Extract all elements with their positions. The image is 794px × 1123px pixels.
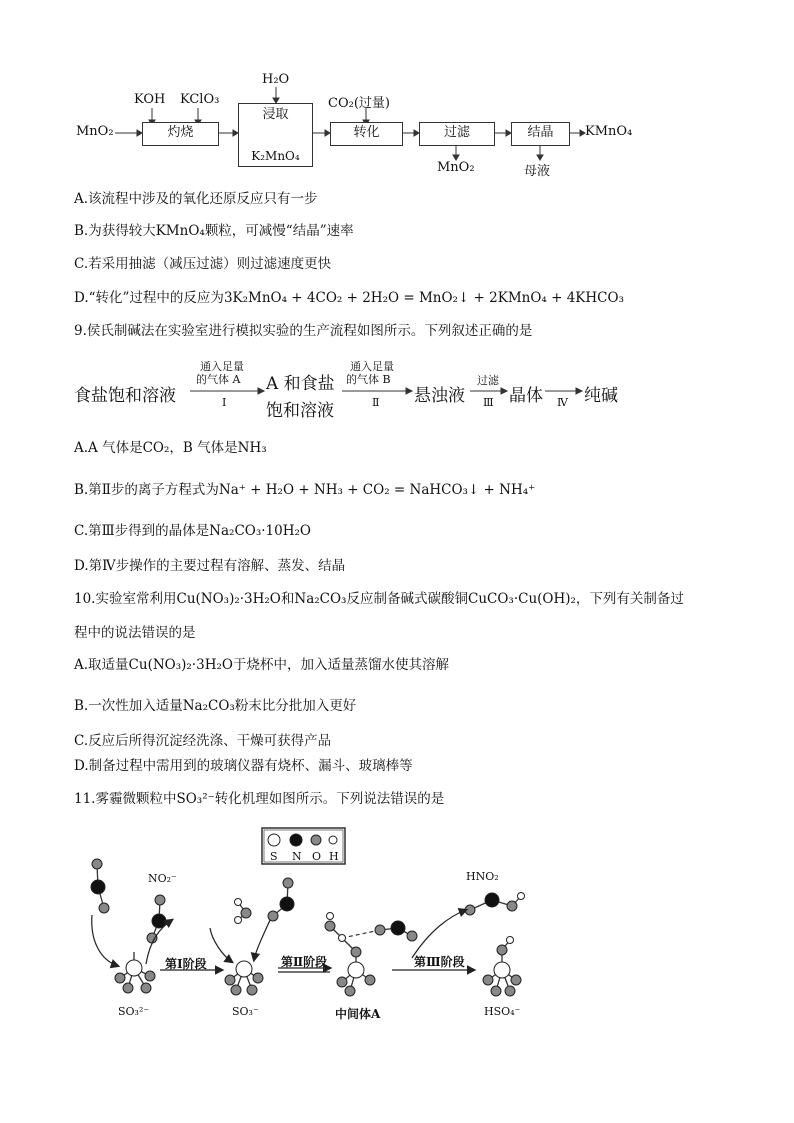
q10-b-formula: Na₂CO₃	[182, 698, 235, 714]
crystal-box: 结晶	[511, 122, 570, 146]
legend-h: H	[329, 850, 339, 863]
q10-stem-post: ，下列有关制备过	[575, 591, 684, 607]
k2mno4-label: K₂MnO₄	[251, 149, 300, 163]
q9-stem: 9.侯氏制碱法在实验室进行模拟实验的生产流程如图所示。下列叙述正确的是	[74, 323, 533, 339]
soda-r2: Ⅱ	[372, 396, 380, 409]
mno2-output: MnO₂	[437, 160, 475, 175]
soda-step-a1: A 和食盐	[266, 374, 335, 394]
label-so3-1: SO₃⁻	[232, 1005, 259, 1018]
q9-b-formula: Na⁺ + H₂O + NH₃ + CO₂ = NaHCO₃↓ + NH₄⁺	[218, 482, 536, 498]
leach-label: 浸取	[262, 107, 289, 122]
label-hno2: HNO₂	[466, 870, 499, 883]
q8-option-a: A.该流程中涉及的氧化还原反应只有一步	[74, 191, 318, 207]
q10-stem-and: 和	[280, 591, 295, 607]
soda-t1a: 通入足量	[200, 360, 244, 373]
q9-a-pre: A.A 气体是	[74, 440, 143, 456]
q10-a-pre: A.取适量	[74, 657, 129, 673]
q9-option-a	[74, 439, 267, 457]
legend-n: N	[292, 850, 302, 863]
q10-b-post: 粉末比分批加入更好	[234, 698, 357, 714]
q10-stem-f1: Cu(NO₃)₂·3H₂O	[176, 591, 281, 607]
label-stage3: 第Ⅲ阶段	[414, 955, 465, 969]
leach-box	[238, 103, 313, 167]
soda-step-suspension: 悬浊液	[414, 386, 465, 406]
co2-label: CO₂(过量)	[328, 96, 390, 111]
q11-stem-post: 转化机理如图所示。下列说法错误的是	[214, 791, 445, 807]
q10-stem-pre: 10.实验室常利用	[74, 591, 177, 607]
q9-option-b	[74, 481, 535, 499]
q11-stem-formula: SO₃²⁻	[176, 791, 215, 807]
soda-t1b: 的气体 A	[196, 373, 241, 386]
soda-r1: Ⅰ	[222, 396, 227, 409]
convert-box: 转化	[330, 122, 403, 146]
q9-option-d: D.第Ⅳ步操作的主要过程有溶解、蒸发、结晶	[74, 558, 346, 574]
q10-a-formula: Cu(NO₃)₂·3H₂O	[128, 657, 233, 673]
q11-stem-pre: 11.雾霾微颗粒中	[74, 791, 177, 807]
label-so3-2: SO₃²⁻	[118, 1005, 150, 1018]
mechanism-svg	[0, 820, 794, 1030]
q8-option-b	[74, 222, 354, 240]
q10-stem-f2: Na₂CO₃	[294, 591, 347, 607]
q9-a-f1: CO₂	[142, 440, 170, 456]
soda-t3: 过滤	[477, 374, 499, 387]
q9-b-pre: B.第Ⅱ步的离子方程式为	[74, 482, 219, 498]
soda-t2a: 通入足量	[350, 360, 394, 373]
q10-stem-2: 程中的说法错误的是	[74, 625, 196, 641]
soda-r3: Ⅲ	[483, 396, 494, 409]
q9-c-formula: Na₂CO₃·10H₂O	[209, 523, 311, 539]
q9-c-pre: C.第Ⅲ步得到的晶体是	[74, 523, 210, 539]
legend-s: S	[270, 850, 278, 863]
label-stage2: 第Ⅱ阶段	[281, 955, 328, 969]
q9-option-c	[74, 522, 311, 540]
koh-label: KOH	[134, 92, 166, 107]
q10-stem-mid: 反应制备碱式碳酸铜	[346, 591, 468, 607]
filter-box: 过滤	[419, 122, 495, 146]
q10-option-a	[74, 656, 449, 674]
q8-b-pre: B.为获得较大	[74, 223, 156, 239]
q10-option-d: D.制备过程中需用到的玻璃仪器有烧杯、漏斗、玻璃棒等	[74, 758, 413, 774]
kmno4-output: KMnO₄	[585, 124, 633, 139]
q10-stem-f3: CuCO₃·Cu(OH)₂	[467, 591, 576, 607]
q8-option-d	[74, 289, 624, 307]
q10-b-pre: B.一次性加入适量	[74, 698, 183, 714]
burn-box: 灼烧	[142, 122, 219, 146]
q9-a-mid: ，B 气体是	[169, 440, 238, 456]
label-stage1: 第Ⅰ阶段	[165, 957, 207, 971]
mno2-input: MnO₂	[76, 124, 114, 139]
label-intermediate: 中间体A	[335, 1007, 381, 1021]
q8-option-c: C.若采用抽滤（减压过滤）则过滤速度更快	[74, 256, 332, 272]
mother-liquor: 母液	[524, 164, 551, 179]
legend-o: O	[312, 850, 322, 863]
q8-d-pre: D.“转化”过程中的反应为	[74, 290, 224, 306]
q8-d-formula: 3K₂MnO₄ + 4CO₂ + 2H₂O = MnO₂↓ + 2KMnO₄ + 4KHCO₃	[223, 290, 624, 306]
h2o-label: H₂O	[262, 72, 290, 87]
soda-t2b: 的气体 B	[346, 373, 391, 386]
q10-stem	[74, 590, 684, 608]
q8-b-post: 颗粒，可减慢“结晶”速率	[204, 223, 354, 239]
q11-stem	[74, 790, 444, 808]
label-no2: NO₂⁻	[148, 872, 177, 885]
kclo3-label: KClO₃	[180, 92, 220, 107]
soda-step-a2: 饱和溶液	[266, 401, 334, 421]
q10-option-b	[74, 697, 356, 715]
soda-step-crystal: 晶体	[509, 386, 543, 406]
q10-a-post: 于烧杯中，加入适量蒸馏水使其溶解	[232, 657, 449, 673]
soda-r4: Ⅳ	[557, 396, 568, 409]
soda-step-brine: 食盐饱和溶液	[74, 386, 176, 406]
q10-option-c: C.反应后所得沉淀经洗涤、干燥可获得产品	[74, 733, 332, 749]
label-hso4: HSO₄⁻	[484, 1005, 521, 1018]
flow-arrows	[0, 0, 794, 180]
soda-step-soda: 纯碱	[584, 386, 618, 406]
q9-a-f2: NH₃	[237, 440, 267, 456]
q8-b-formula: KMnO₄	[155, 223, 205, 239]
